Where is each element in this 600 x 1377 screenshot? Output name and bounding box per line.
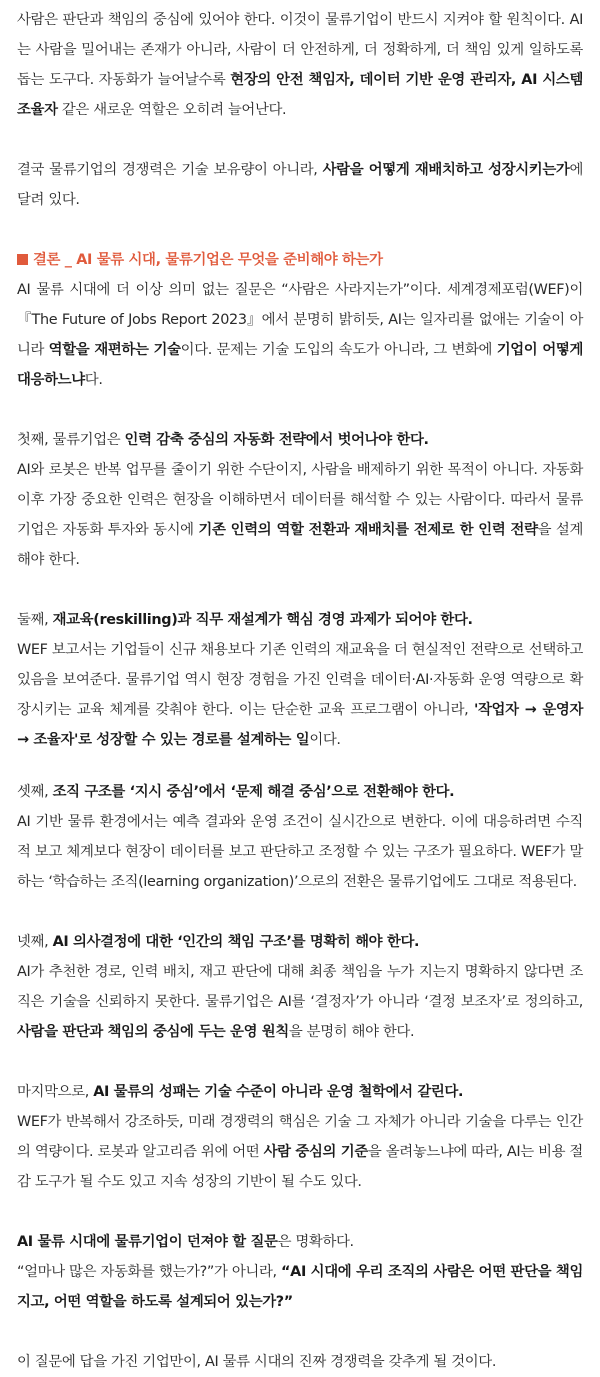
closing-paragraph	[17, 1347, 583, 1377]
bold-text: AI 의사결정에 대한 ‘인간의 책임 구조’를 명확히 해야 한다.	[52, 934, 420, 950]
first-point-title	[17, 425, 583, 455]
text-run: AI 물류 시대에 더 이상 의미 없는 질문은 “사람은 사라지는가”이다. 세계경제포럼(WEF)이 『The Future of Jobs Report 2023』에서 분명히 밝히듯, AI는 일자리를 없애는 기술이 아니라	[17, 282, 583, 358]
first-point-body	[17, 455, 583, 575]
text-run: 을 올려놓느냐에 따라, AI는 비용 절감 도구가 될 수도 있고 지속 성장의 기반이 될 수도 있다.	[17, 1144, 583, 1190]
text-run: 결국 물류기업의 경쟁력은 기술 보유량이 아니라,	[17, 162, 323, 178]
last-point-title	[17, 1077, 583, 1107]
last-point-body	[17, 1107, 583, 1197]
text-run: 같은 새로운 역할은 오히려 늘어난다.	[57, 102, 287, 118]
bold-text: 조직 구조를 ‘지시 중심’에서 ‘문제 해결 중심’으로 전환해야 한다.	[52, 784, 455, 800]
text-run: AI 기반 물류 환경에서는 예측 결과와 운영 조건이 실시간으로 변한다. 이에 대응하려면 수직적 보고 체계보다 현장이 데이터를 보고 판단하고 조정할 수 있는 구조가 필요하다. WEF가 말하는 ‘학습하는 조직(learning organization)’으로의 전환은 물류기업에도 그대로 적용된다.	[17, 814, 583, 890]
bold-text: 기업이 어떻게 대응하느냐	[17, 342, 583, 388]
paragraph-competitiveness	[17, 155, 583, 215]
text-run: 셋째,	[17, 784, 53, 800]
bold-text: 역할을 재편하는 기술	[48, 342, 181, 358]
second-point-title	[17, 605, 583, 635]
text-run: 을 설계해야 한다.	[17, 522, 583, 568]
second-point-body	[17, 635, 583, 755]
fourth-point-title	[17, 927, 583, 957]
text-run: “얼마나 많은 자동화를 했는가?”가 아니라,	[17, 1264, 282, 1280]
text-run: 이 질문에 답을 가진 기업만이, AI 물류 시대의 진짜 경쟁력을 갖추게 될 것이다.	[17, 1354, 497, 1370]
text-run: 은 명확하다.	[277, 1234, 354, 1250]
text-run: 사람은 판단과 책임의 중심에 있어야 한다. 이것이 물류기업이 반드시 지켜야 할 원칙이다. AI는 사람을 밀어내는 존재가 아니라, 사람이 더 안전하게, 더 정확하게, 더 책임 있게 일하도록 돕는 도구다. 자동화가 늘어날수록	[17, 12, 583, 88]
bold-text: 사람을 판단과 책임의 중심에 두는 운영 원칙	[17, 1024, 289, 1040]
question-body	[17, 1257, 583, 1317]
text-run: 첫째, 물류기업은	[17, 432, 125, 448]
heading-square-icon	[17, 254, 28, 265]
text-run: 둘째,	[17, 612, 53, 628]
conclusion-heading-text: 결론 _ AI 물류 시대, 물류기업은 무엇을 준비해야 하는가	[33, 252, 383, 268]
bold-text: “AI 시대에 우리 조직의 사람은 어떤 판단을 책임지고, 어떤 역할을 하도록 설계되어 있는가?”	[17, 1264, 584, 1310]
text-run: 다.	[84, 372, 103, 388]
text-run: 마지막으로,	[17, 1084, 94, 1100]
bold-text: 사람을 어떻게 재배치하고 성장시키는가	[322, 162, 570, 178]
text-run: 이다.	[309, 732, 341, 748]
text-run: 이다. 문제는 기술 도입의 속도가 아니라, 그 변화에	[180, 342, 497, 358]
paragraph-conclusion-intro	[17, 275, 583, 395]
bold-text: 사람 중심의 기준	[263, 1144, 368, 1160]
conclusion-heading	[17, 245, 583, 275]
text-run: 에 달려 있다.	[17, 162, 584, 208]
question-title	[17, 1227, 583, 1257]
text-run: WEF 보고서는 기업들이 신규 채용보다 기존 인력의 재교육을 더 현실적인 전략으로 선택하고 있음을 보여준다. 물류기업 역시 현장 경험을 가진 인력을 데이터·AI·자동화 운영 역량으로 확장시키는 교육 체계를 갖춰야 한다. 이는 단순한 교육 프로그램이 아니라,	[17, 642, 583, 718]
text-run: 넷째,	[17, 934, 53, 950]
third-point-body	[17, 807, 583, 897]
text-run: WEF가 반복해서 강조하듯, 미래 경쟁력의 핵심은 기술 그 자체가 아니라 기술을 다루는 인간의 역량이다. 로봇과 알고리즘 위에 어떤	[17, 1114, 583, 1160]
bold-text: AI 물류의 성패는 기술 수준이 아니라 운영 철학에서 갈린다.	[93, 1084, 464, 1100]
text-run: 을 분명히 해야 한다.	[288, 1024, 415, 1040]
text-run: AI가 추천한 경로, 인력 배치, 재고 판단에 대해 최종 책임을 누가 지는지 명확하지 않다면 조직은 기술을 신뢰하지 못한다. 물류기업은 AI를 ‘결정자’가 아니라 ‘결정 보조자’로 정의하고,	[17, 964, 583, 1010]
bold-text: 인력 감축 중심의 자동화 전략에서 벗어나야 한다.	[124, 432, 429, 448]
paragraph-intro	[17, 5, 583, 125]
bold-text: AI 물류 시대에 물류기업이 던져야 할 질문	[17, 1234, 278, 1250]
bold-text: '작업자 → 운영자 → 조율자'로 성장할 수 있는 경로를 설계하는 일	[17, 702, 583, 748]
text-run: AI와 로봇은 반복 업무를 줄이기 위한 수단이지, 사람을 배제하기 위한 목적이 아니다. 자동화 이후 가장 중요한 인력은 현장을 이해하면서 데이터를 해석할 수 있는 사람이다. 따라서 물류기업은 자동화 투자와 동시에	[17, 462, 583, 538]
third-point-title	[17, 777, 583, 807]
bold-text: 재교육(reskilling)과 직무 재설계가 핵심 경영 과제가 되어야 한다.	[52, 612, 473, 628]
bold-text: 기존 인력의 역할 전환과 재배치를 전제로 한 인력 전략	[198, 522, 538, 538]
bold-text: 현장의 안전 책임자, 데이터 기반 운영 관리자, AI 시스템 조율자	[17, 72, 583, 118]
fourth-point-body	[17, 957, 583, 1047]
